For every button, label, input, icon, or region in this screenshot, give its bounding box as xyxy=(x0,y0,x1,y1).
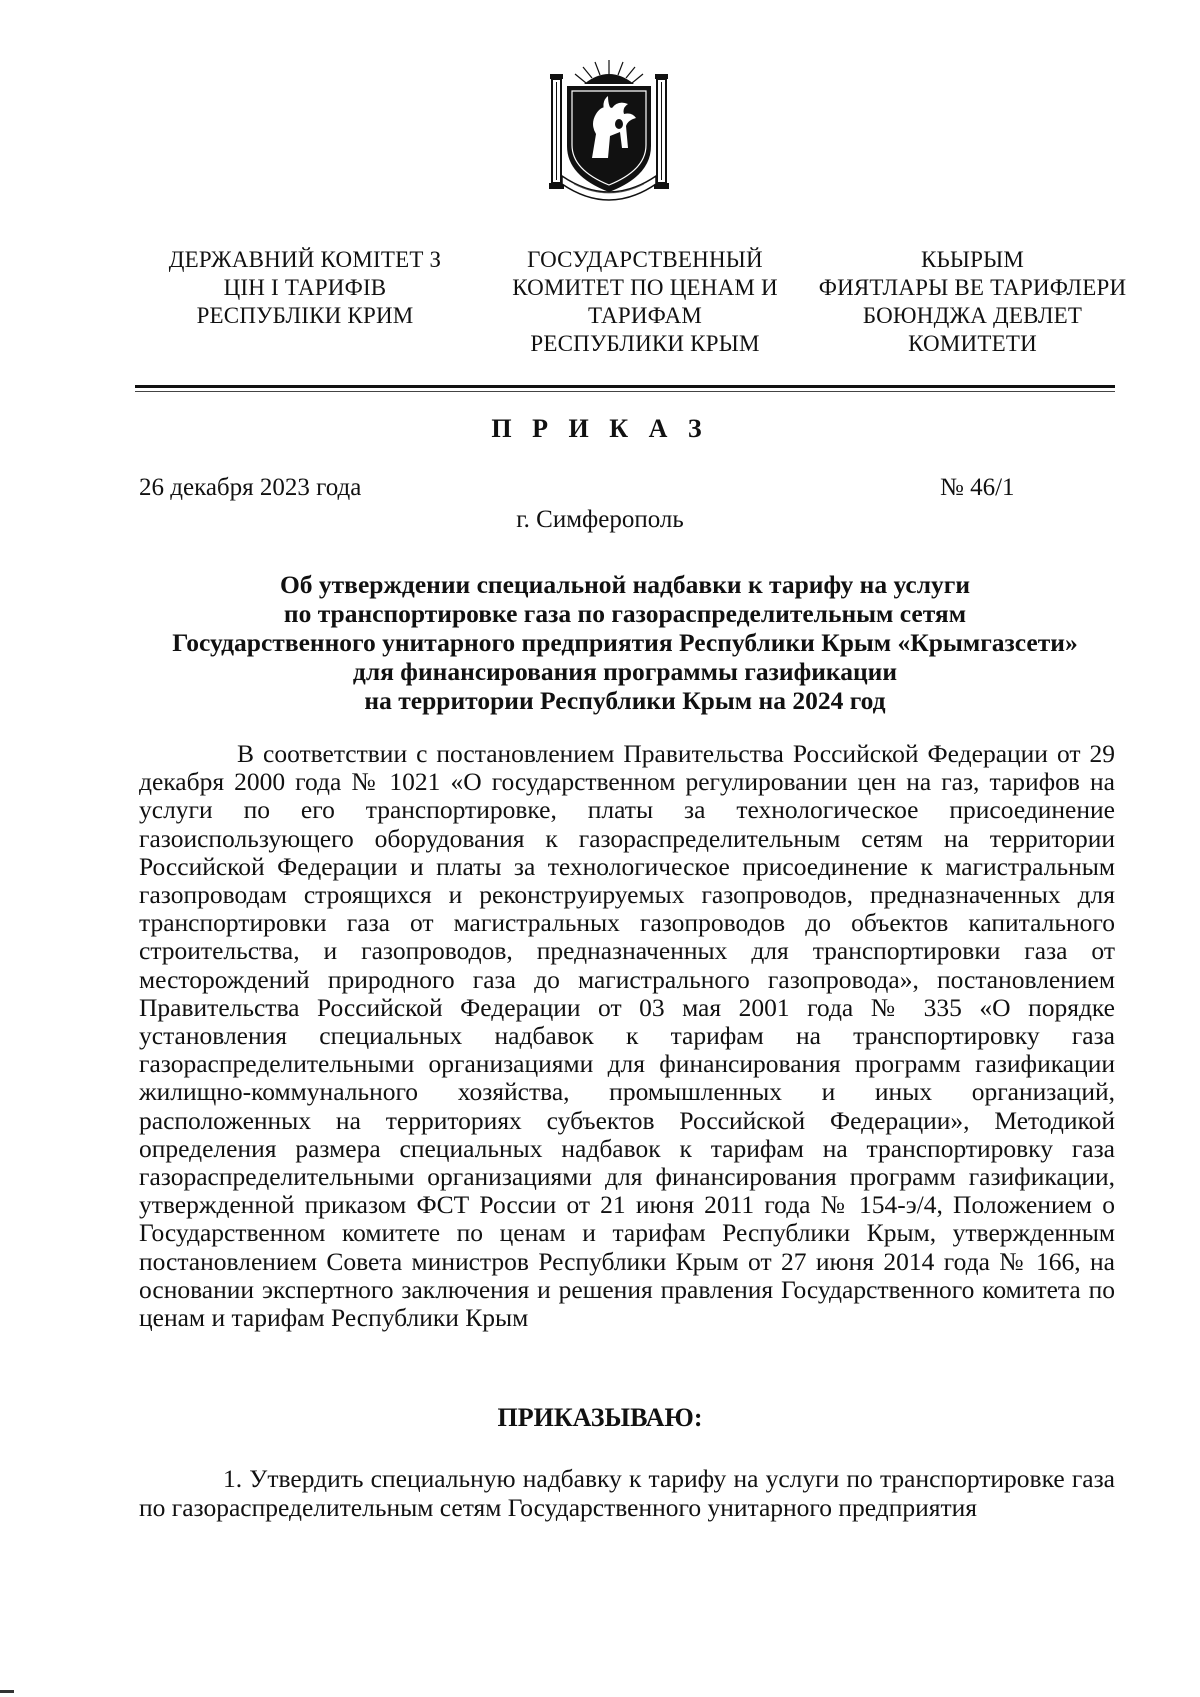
document-title xyxy=(135,570,1115,715)
org-crh-line-3: БОЮНДЖА ДЕВЛЕТ xyxy=(862,303,1083,328)
org-ru-line-3: ТАРИФАМ xyxy=(587,303,703,328)
document-date: 26 декабря 2023 года xyxy=(139,474,362,501)
org-name-crimean-tatar xyxy=(805,246,1140,358)
header-divider-thin xyxy=(135,391,1115,392)
title-line-5: на территории Республики Крым на 2024 год xyxy=(364,686,886,715)
document-city: г. Симферополь xyxy=(516,506,684,533)
org-ru-line-1: ГОСУДАРСТВЕННЫЙ xyxy=(527,247,763,272)
document-number: № 46/1 xyxy=(940,474,1015,501)
order-heading: ПРИКАЗЫВАЮ: xyxy=(497,1403,703,1432)
org-ru-line-4: РЕСПУБЛИКИ КРЫМ xyxy=(530,331,760,356)
title-line-4: для финансирования программы газификации xyxy=(352,657,898,686)
org-name-russian xyxy=(475,246,815,358)
title-line-1: Об утверждении специальной надбавки к тарифу на услуги xyxy=(279,570,971,599)
org-crh-line-4: КОМИТЕТИ xyxy=(908,331,1037,356)
title-line-3: Государственного унитарного предприятия Республики Крым «Крымгазсети» xyxy=(172,628,1078,657)
org-ua-line-2: ЦІН І ТАРИФІВ xyxy=(223,275,387,300)
order-item-1: 1. Утвердить специальную надбавку к тарифу на услуги по транспортировке газа по газораспределительным сетям Государственного унитарного предприятия xyxy=(139,1464,1115,1522)
document-type: П Р И К А З xyxy=(491,414,709,443)
org-crh-line-1: КЬЫРЫМ xyxy=(920,247,1025,272)
page-corner-mark xyxy=(0,1690,14,1693)
preamble-paragraph: В соответствии с постановлением Правительства Российской Федерации от 29 декабря 2000 года № 1021 «О государственном регулировании цен на газ, тарифов на услуги по его транспортировке, платы за технологическое присоединение газоиспользующего оборудования к газораспределительным сетям на территории Российской Федерации и платы за технологическое присоединение к магистральным газопроводам строящихся и реконструируемых газопроводов, предназначенных для транспортировки газа от магистральных газопроводов до объектов капитального строительства, и газопроводов, предназначенных для транспортировки газа от месторождений природного газа до магистрального газопровода», постановлением Правительства Российской Федерации от 03 мая 2001 года № 335 «О порядке установления специальных надбавок к тарифам на транспортировку газа газораспределительными организациями для финансирования программ газификации жилищно-коммунального хозяйства, промышленных и иных организаций, расположенных на территориях субъектов Российской Федерации», Методикой определения размера специальных надбавок к тарифам на транспортировку газа газораспределительными организациями для финансирования программ газификации, утвержденной приказом ФСТ России от 21 июня 2011 года № 154-э/4, Положением о Государственном комитете по ценам и тарифам Республики Крым, утвержденным постановлением Совета министров Республики Крым от 27 июня 2014 года № 166, на основании экспертного заключения и решения правления Государственного комитета по ценам и тарифам Республики Крым xyxy=(139,739,1115,1333)
org-ua-line-1: ДЕРЖАВНИЙ КОМІТЕТ З xyxy=(168,247,442,272)
org-ru-line-2: КОМИТЕТ ПО ЦЕНАМ И xyxy=(512,275,778,300)
title-line-2: по транспортировке газа по газораспределительным сетям xyxy=(283,599,967,628)
org-name-ukrainian xyxy=(140,246,470,330)
org-crh-line-2: ФИЯТЛАРЫ ВЕ ТАРИФЛЕРИ xyxy=(818,275,1127,300)
crimea-coat-of-arms-icon xyxy=(548,58,670,204)
header-divider xyxy=(135,385,1115,388)
org-ua-line-3: РЕСПУБЛІКИ КРИМ xyxy=(196,303,414,328)
